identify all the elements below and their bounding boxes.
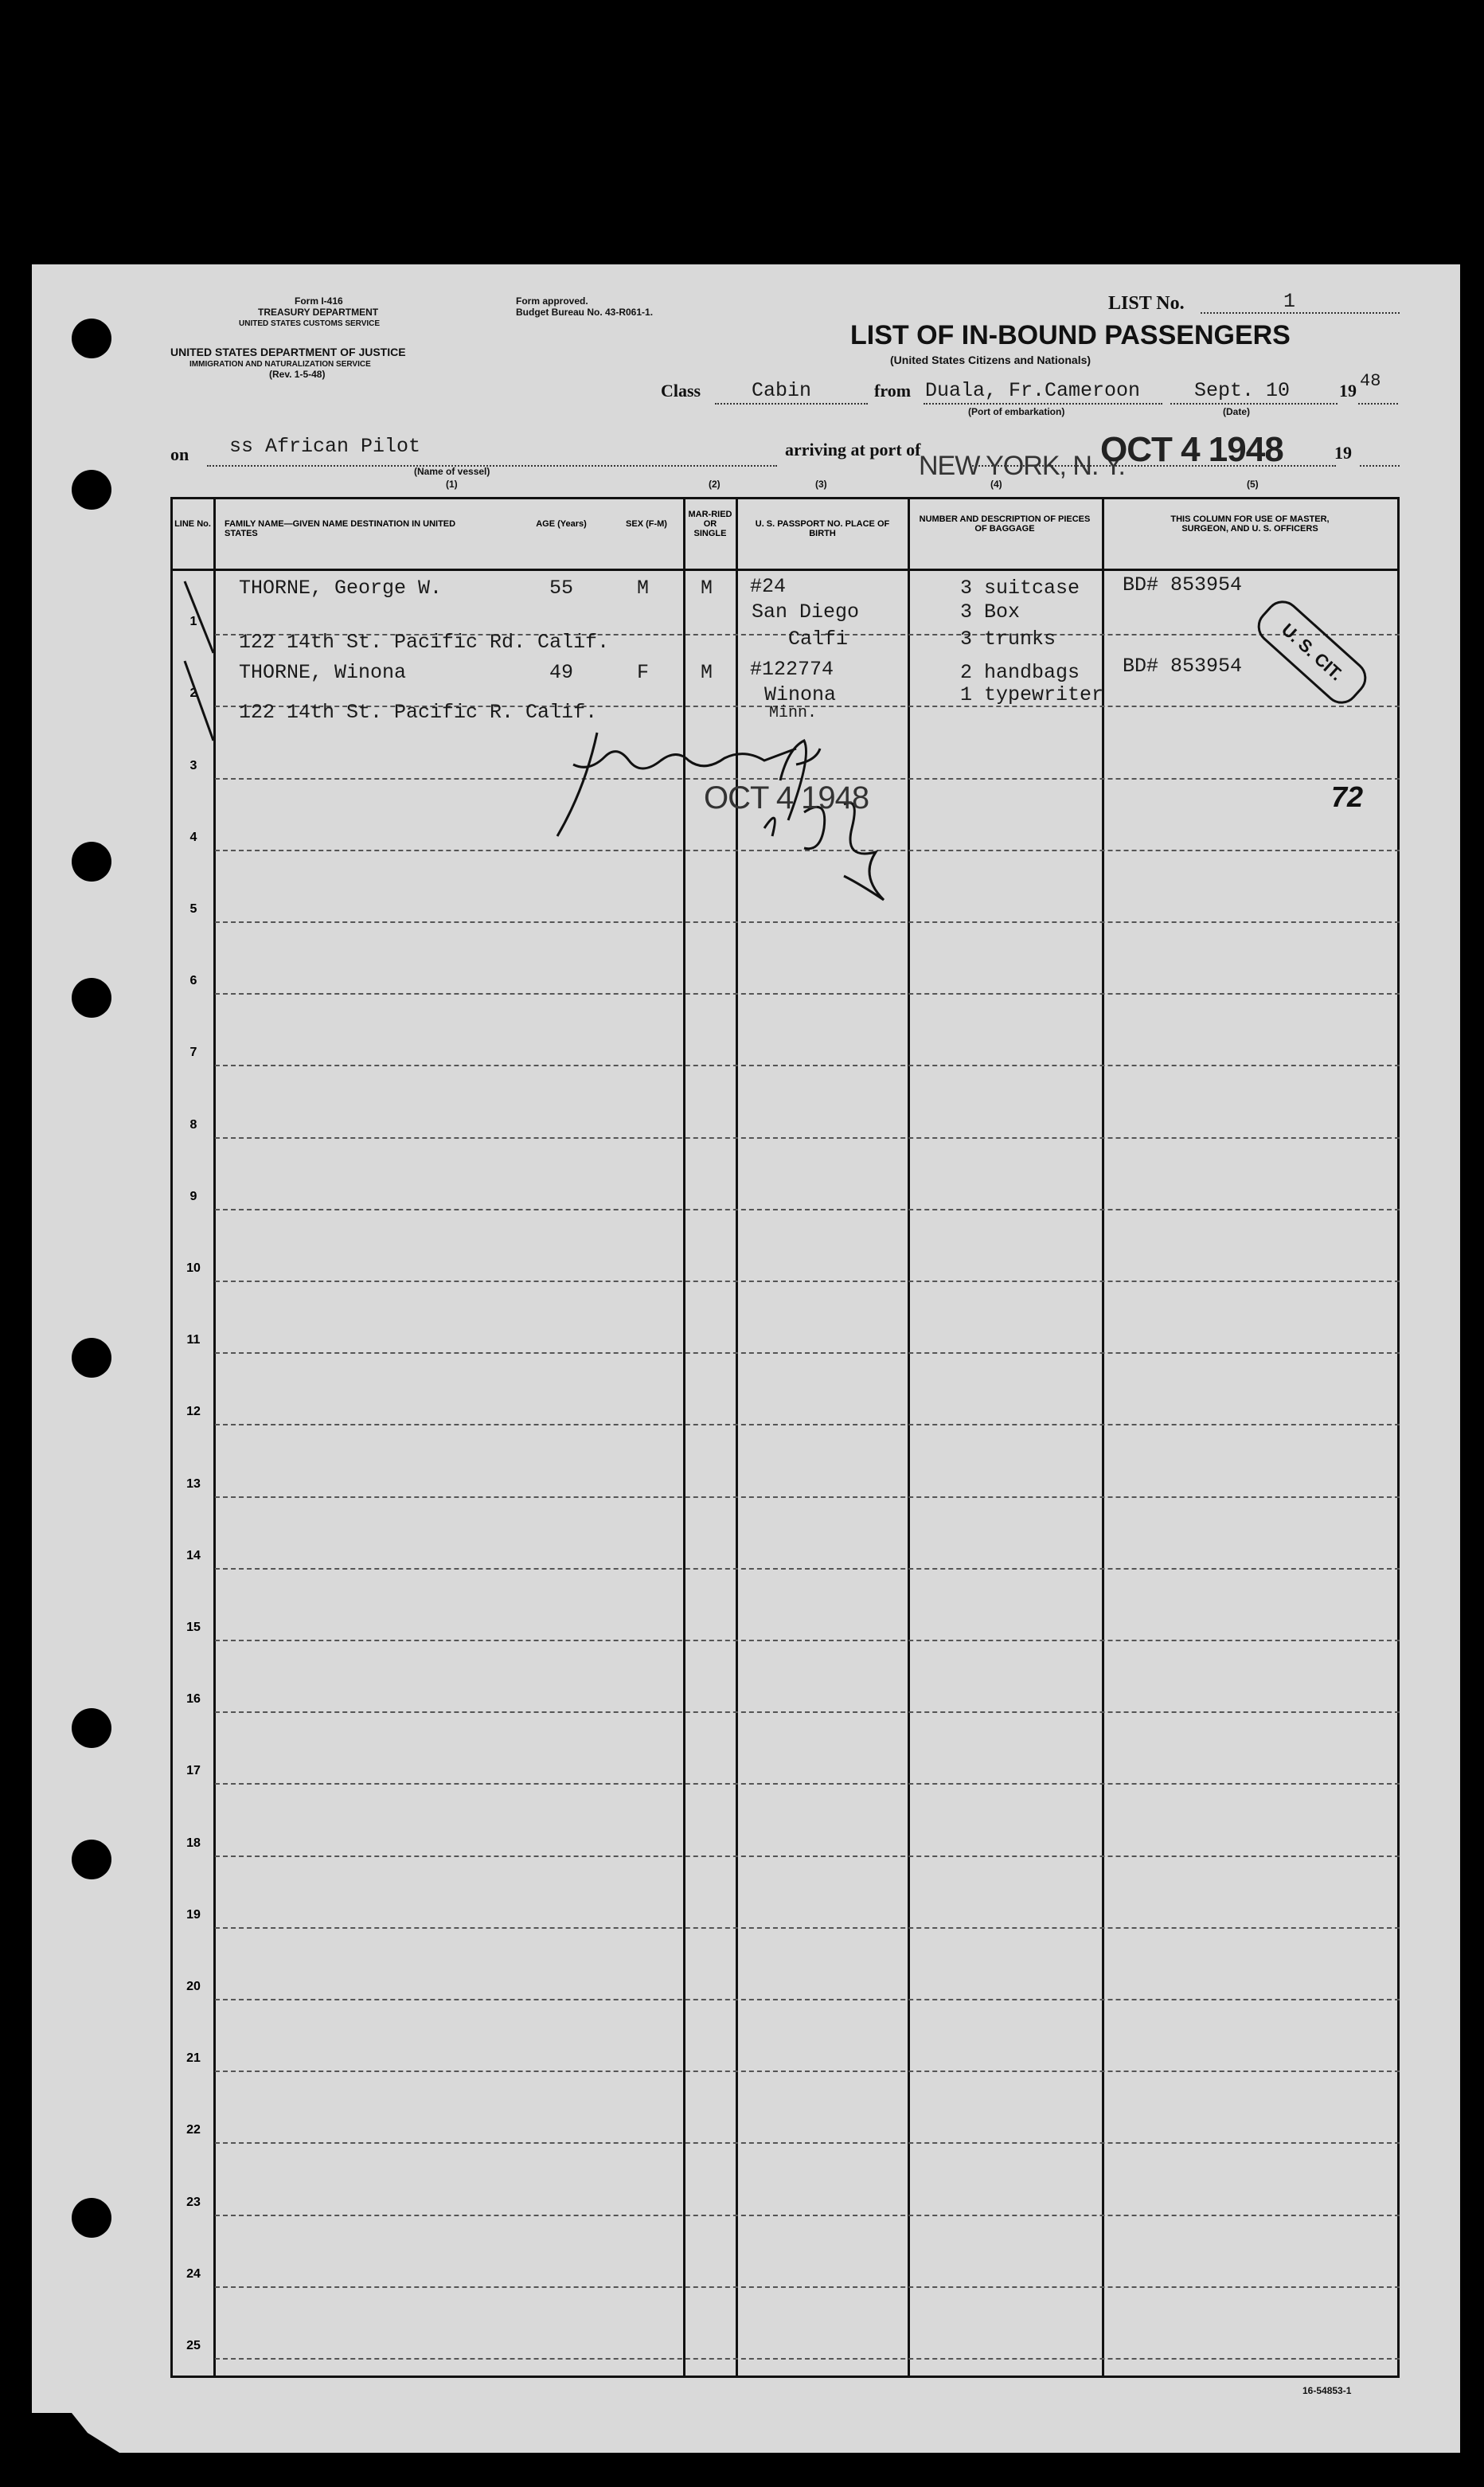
- revision: (Rev. 1-5-48): [269, 369, 326, 380]
- line-number: 4: [189, 830, 197, 844]
- baggage-item: 1 typewriter: [960, 683, 1104, 706]
- vessel-name: ss African Pilot: [229, 435, 421, 458]
- col-age: AGE (Years): [536, 519, 587, 529]
- line-number: 9: [189, 1189, 197, 1203]
- binder-hole: [72, 842, 111, 882]
- table-row-line: [215, 2071, 1400, 2072]
- col2-num: (2): [709, 479, 721, 490]
- binder-hole: [72, 470, 111, 510]
- baggage-item: 3 trunks: [960, 628, 1056, 651]
- vessel-caption: (Name of vessel): [414, 466, 490, 477]
- line-number: 1: [189, 615, 197, 629]
- table-row-line: [215, 1640, 1400, 1641]
- line-number: 6: [189, 974, 197, 988]
- arriving-label: arriving at port of: [785, 440, 921, 459]
- passenger-age: 49: [549, 661, 574, 684]
- date-caption: (Date): [1223, 406, 1251, 417]
- bleed-through: [215, 1757, 1361, 1964]
- from-label: from: [874, 381, 912, 401]
- footer-code: 16-54853-1: [1302, 2385, 1352, 2396]
- binder-hole: [72, 1338, 111, 1378]
- table-row-line: [215, 2142, 1400, 2144]
- table-row-line: [215, 1352, 1400, 1354]
- col-line-no: LINE No.: [174, 519, 211, 529]
- line-number: 25: [186, 2339, 201, 2352]
- binder-hole: [72, 1708, 111, 1748]
- passport-number: #24: [750, 575, 787, 598]
- line-number: 21: [186, 2051, 201, 2066]
- torn-corner: [32, 2389, 119, 2453]
- document-subtitle: (United States Citizens and Nationals): [890, 354, 1092, 366]
- line-number: 19: [186, 1907, 201, 1922]
- immigration-service: IMMIGRATION AND NATURALIZATION SERVICE: [189, 360, 371, 369]
- class-label: Class: [661, 381, 701, 401]
- customs-service: UNITED STATES CUSTOMS SERVICE: [239, 319, 381, 328]
- table-row-line: [215, 1496, 1400, 1498]
- table-row-line: [215, 1424, 1400, 1425]
- place-of-birth-state: Calfi: [788, 628, 849, 651]
- departure-date: Sept. 10: [1194, 379, 1291, 402]
- table-row-line: [215, 993, 1400, 995]
- col-baggage: NUMBER AND DESCRIPTION OF PIECES OF BAGGAGE: [919, 514, 1091, 534]
- place-of-birth-state: Minn.: [769, 704, 818, 722]
- col5-num: (5): [1247, 479, 1259, 490]
- row-bracket-mark: [177, 573, 225, 749]
- baggage-item: 3 suitcase: [960, 577, 1080, 600]
- year-value: 48: [1360, 371, 1381, 391]
- place-of-birth: San Diego: [752, 600, 860, 624]
- col4-num: (4): [990, 479, 1002, 490]
- form-number: Form I-416: [295, 295, 343, 307]
- line-number: 3: [189, 758, 197, 772]
- vessel-col-num: (1): [446, 479, 458, 490]
- line-number: 18: [186, 1836, 201, 1850]
- col-officers: THIS COLUMN FOR USE OF MASTER, SURGEON, AND U. S. OFFICERS: [1170, 514, 1330, 534]
- binder-hole: [72, 1840, 111, 1879]
- line-number: 17: [186, 1764, 201, 1778]
- table-row-line: [215, 1711, 1400, 1713]
- us-citizen-stamp: U. S. CIT.: [1251, 593, 1374, 710]
- port-embarkation-caption: (Port of embarkation): [968, 406, 1065, 417]
- passenger-age: 55: [549, 577, 574, 600]
- line-number: 13: [186, 1476, 201, 1491]
- form-approved: Form approved.: [516, 295, 588, 307]
- line-number: 12: [186, 1405, 201, 1419]
- arrival-port-stamp: NEW YORK, N. Y.: [919, 451, 1125, 481]
- line-number: 15: [186, 1621, 201, 1634]
- budget-bureau: Budget Bureau No. 43-R061-1.: [516, 307, 654, 318]
- line-number: 16: [186, 1692, 201, 1707]
- line-number: 20: [186, 1980, 201, 1993]
- passenger-name: THORNE, Winona: [239, 661, 407, 684]
- baggage-item: 3 Box: [960, 600, 1021, 624]
- passenger-name: THORNE, George W.: [239, 577, 443, 600]
- line-number: 22: [186, 2123, 201, 2137]
- passenger-sex: F: [637, 661, 650, 684]
- table-row-line: [215, 2215, 1400, 2216]
- list-no-label: LIST No.: [1108, 293, 1185, 314]
- officer-note: BD# 853954: [1123, 573, 1243, 596]
- department-of-justice: UNITED STATES DEPARTMENT OF JUSTICE: [170, 346, 406, 358]
- table-row-line: [215, 2286, 1400, 2288]
- margin-number: 72: [1331, 780, 1364, 813]
- port-of-embarkation: Duala, Fr.Cameroon: [925, 379, 1141, 402]
- line-number: 2: [189, 686, 197, 701]
- col-married: MAR-RIED OR SINGLE: [688, 510, 732, 538]
- table-row-line: [215, 1209, 1400, 1210]
- received-date-stamp: OCT 4 1948: [704, 780, 869, 815]
- table-row-line: [215, 1999, 1400, 2000]
- line-number: 14: [186, 1548, 201, 1562]
- line-number: 10: [186, 1261, 201, 1275]
- line-number: 5: [189, 902, 197, 916]
- officer-note: BD# 853954: [1123, 655, 1243, 678]
- passenger-married: M: [701, 577, 713, 600]
- arrival-year-prefix: 19: [1334, 443, 1352, 463]
- passenger-destination: 122 14th St. Pacific Rd. Calif.: [239, 631, 610, 654]
- table-row-line: [215, 1281, 1400, 1282]
- baggage-item: 2 handbags: [960, 661, 1080, 684]
- arrival-date-stamp: OCT 4 1948: [1100, 430, 1283, 469]
- col3-num: (3): [815, 479, 827, 490]
- line-number: 24: [186, 2266, 201, 2281]
- binder-hole: [72, 2198, 111, 2238]
- line-number: 8: [189, 1117, 197, 1132]
- officer-signature: [541, 717, 987, 924]
- year-prefix: 19: [1339, 381, 1357, 401]
- passport-number: #122774: [750, 658, 834, 681]
- treasury-department: TREASURY DEPARTMENT: [258, 307, 379, 318]
- line-number: 7: [189, 1046, 197, 1060]
- list-no-value: 1: [1283, 290, 1296, 313]
- table-row-line: [215, 1137, 1400, 1139]
- binder-hole: [72, 319, 111, 358]
- table-row-line: [215, 2358, 1400, 2360]
- col-sex: SEX (F-M): [626, 519, 667, 529]
- class-value: Cabin: [752, 379, 812, 402]
- on-label: on: [170, 444, 189, 464]
- document-title: LIST OF IN-BOUND PASSENGERS: [850, 320, 1291, 350]
- line-number: 11: [186, 1333, 201, 1347]
- place-of-birth: Winona: [764, 683, 837, 706]
- table-row-line: [215, 1065, 1400, 1066]
- passenger-sex: M: [637, 577, 650, 600]
- passenger-married: M: [701, 661, 713, 684]
- passenger-destination: 122 14th St. Pacific R. Calif.: [239, 701, 598, 724]
- table-header-rule: [170, 569, 1400, 571]
- col-name: FAMILY NAME—GIVEN NAME DESTINATION IN UNITED STATES: [225, 519, 456, 538]
- table-row-line: [215, 1568, 1400, 1570]
- line-number: 23: [186, 2195, 201, 2209]
- col-passport: U. S. PASSPORT NO. PLACE OF BIRTH: [755, 519, 890, 538]
- binder-hole: [72, 978, 111, 1018]
